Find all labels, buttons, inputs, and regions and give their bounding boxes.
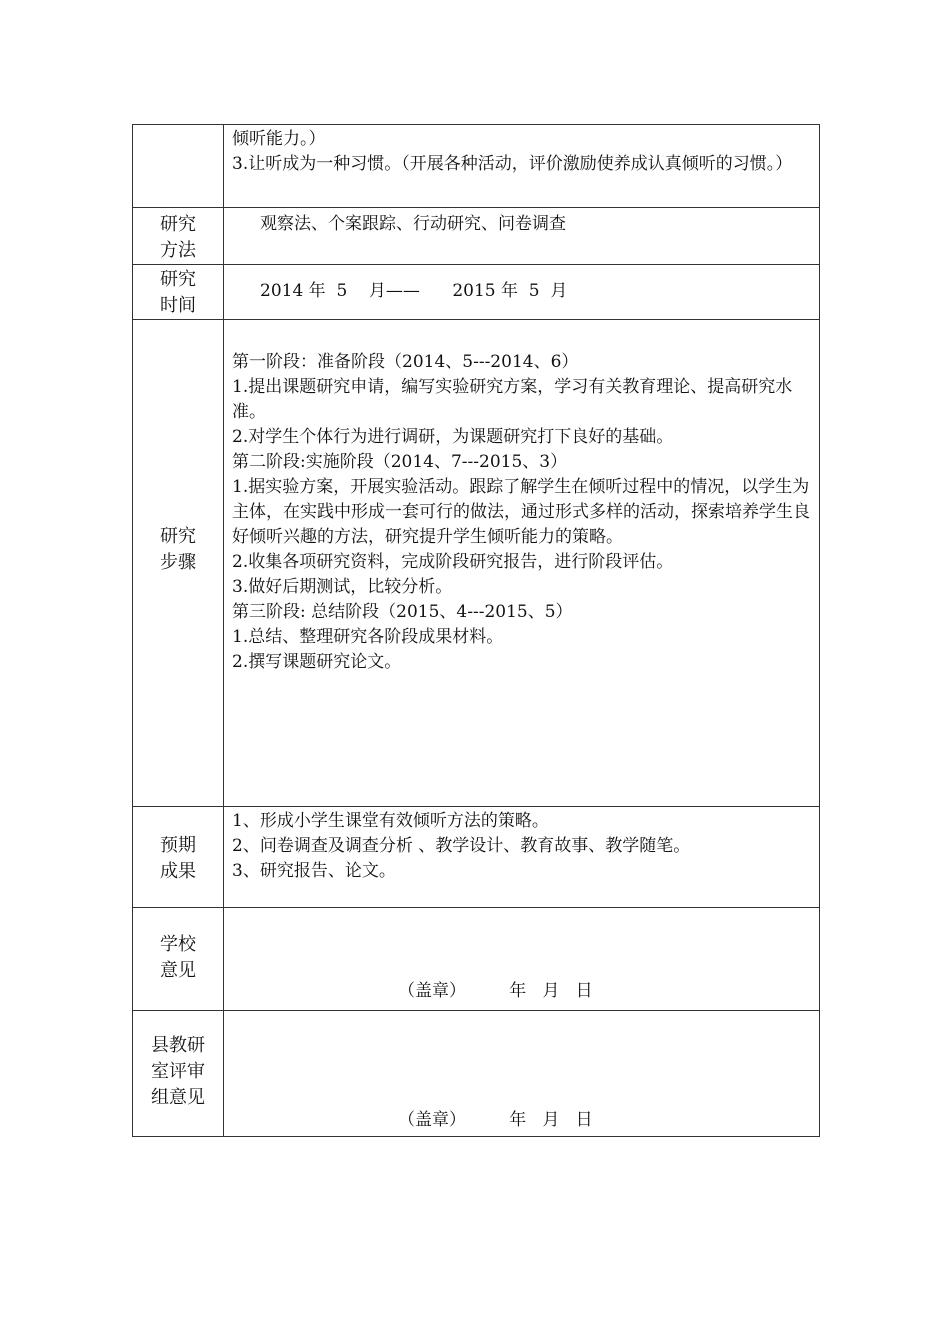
table-row-method (133, 208, 820, 265)
steps-line: 2.对学生个体行为进行调研，为课题研究打下良好的基础。 (232, 427, 674, 447)
time-label-cell (133, 265, 224, 320)
table-row-time (133, 265, 820, 320)
steps-line: 2.撰写课题研究论文。 (232, 652, 402, 672)
time-label: 研究 (160, 269, 196, 290)
school-stamp-date-line: （盖章） 年 月 日 (398, 981, 593, 1001)
results-label-cell (133, 807, 224, 908)
results-line: 1、形成小学生课堂有效倾听方法的策略。 (232, 811, 549, 831)
results-line: 3、研究报告、论文。 (232, 861, 396, 881)
county-label-cell (133, 1011, 224, 1137)
school-label: 意见 (160, 960, 196, 981)
method-label: 研究 (160, 214, 196, 235)
steps-label: 研究 (160, 526, 196, 547)
steps-value-cell (224, 320, 820, 807)
county-stamp-date-line: （盖章） 年 月 日 (398, 1110, 593, 1130)
method-label-cell (133, 208, 224, 265)
table-row-results (133, 807, 820, 908)
table-row-top (133, 125, 820, 208)
steps-line: 1.据实验方案，开展实验活动。跟踪了解学生在倾听过程中的情况，以学生为主体，在实践中形成一套可行的做法，通过形式多样的活动，探索培养学生良好倾听兴趣的方法，研究提升学生倾听能力的策略。 (232, 477, 810, 547)
time-label: 时间 (160, 295, 196, 316)
steps-line: 3.做好后期测试，比较分析。 (232, 577, 453, 597)
method-label: 方法 (160, 240, 196, 261)
steps-line: 第一阶段：准备阶段（2014、5---2014、6） (232, 352, 579, 372)
research-plan-table (132, 124, 820, 1137)
method-value-cell (224, 208, 820, 265)
table-row-steps (133, 320, 820, 807)
results-line: 2、问卷调查及调查分析 、教学设计、教育故事、教学随笔。 (232, 836, 691, 856)
top-content-line: 3.让听成为一种习惯。（开展各种活动，评价激励使养成认真倾听的习惯。） (232, 154, 793, 174)
time-value-cell (224, 265, 820, 320)
county-label: 组意见 (151, 1087, 205, 1108)
county-label: 县教研 (151, 1035, 205, 1056)
table-row-county (133, 1011, 820, 1137)
steps-line: 2.收集各项研究资料，完成阶段研究报告，进行阶段评估。 (232, 552, 674, 572)
method-value: 观察法、个案跟踪、行动研究、问卷调查 (260, 214, 566, 234)
results-value-cell (224, 807, 820, 908)
table-row-school (133, 908, 820, 1011)
top-content-cell (224, 125, 820, 208)
steps-line: 1.总结、整理研究各阶段成果材料。 (232, 627, 504, 647)
school-opinion-cell (224, 908, 820, 1011)
school-label: 学校 (160, 934, 196, 955)
label-cell-empty (133, 125, 224, 208)
steps-line: 第三阶段: 总结阶段（2015、4---2015、5） (232, 602, 573, 622)
steps-label: 步骤 (160, 552, 196, 573)
steps-line: 第二阶段:实施阶段（2014、7---2015、3） (232, 452, 568, 472)
county-opinion-cell (224, 1011, 820, 1137)
county-label: 室评审 (151, 1061, 205, 1082)
results-label: 预期 (160, 835, 196, 856)
top-content-line: 倾听能力。） (232, 129, 326, 149)
steps-label-cell (133, 320, 224, 807)
school-label-cell (133, 908, 224, 1011)
steps-line: 1.提出课题研究申请，编写实验研究方案，学习有关教育理论、提高研究水准。 (232, 377, 793, 422)
results-label: 成果 (160, 861, 196, 882)
time-value: 2014 年 5 月—— 2015 年 5 月 (260, 281, 568, 301)
